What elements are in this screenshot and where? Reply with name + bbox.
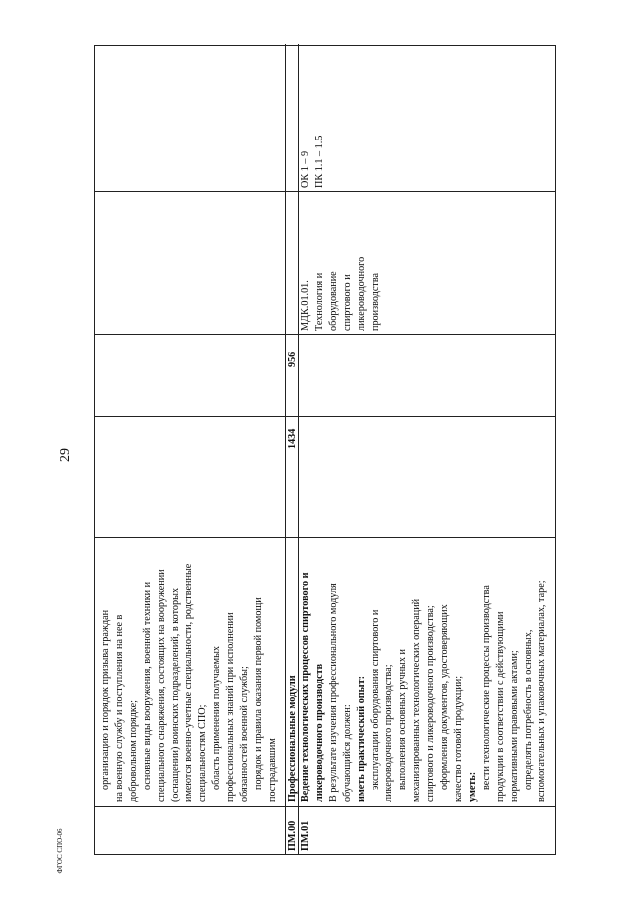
text-line: выполнения основных ручных и — [397, 649, 409, 790]
text-line: добровольном порядке; — [127, 700, 139, 802]
pm01-course — [299, 195, 382, 331]
text-line: оформления документов, удостоверяющих — [439, 604, 451, 790]
text-line: специальностям СПО; — [197, 704, 209, 802]
pm00-title: Профессиональные модули — [287, 675, 298, 802]
text-line: нормативными правовыми актами; — [508, 650, 520, 802]
text-line: обучающийся должен: — [341, 704, 353, 802]
text-line: вспомогательных и упаковочных материалах, таре; — [536, 580, 548, 802]
text-line: ПК 1.1 – 1.5 — [313, 135, 325, 188]
continuation-description — [99, 540, 280, 802]
text-line: обязанностей военной службы; — [239, 666, 251, 802]
column-divider — [95, 416, 555, 417]
pm01-description — [299, 540, 549, 802]
text-line: МДК.01.01. — [300, 280, 311, 331]
text-line: продукции в соответствии с действующими — [494, 611, 506, 802]
text-line: качество готовой продукции; — [452, 675, 464, 802]
pm01-code: ПМ.01 — [300, 820, 311, 851]
text-line: ОК 1 – 9 — [300, 150, 311, 188]
column-divider — [95, 537, 555, 538]
page-number: 29 — [58, 448, 73, 462]
text-line: спиртового и — [341, 274, 353, 331]
text-line: эксплуатации оборудования спиртового и — [369, 609, 381, 790]
text-line: организацию и порядок призыва граждан — [100, 609, 111, 790]
text-line: основные виды вооружения, военной техники и — [141, 581, 153, 790]
text-line: пострадавшим — [266, 738, 278, 802]
footer-code: ФГОС СПО-06 — [56, 828, 64, 874]
text-line: спиртового и ликероводочного производства; — [425, 605, 437, 802]
text-line: В результате изучения профессионального модуля — [327, 583, 339, 802]
section-label: иметь практический опыт: — [355, 675, 367, 802]
text-line: определять потребность в основных, — [522, 629, 534, 790]
text-line: область применения получаемых — [211, 645, 223, 790]
text-line: имеются военно-учетные специальности, родственные — [183, 563, 195, 802]
pm00-max-load: 1434 — [287, 428, 298, 449]
column-divider — [95, 191, 555, 192]
text-line: Технология и — [313, 272, 325, 331]
pm01-title: Ведение технологических процессов спиртового и — [300, 572, 311, 802]
text-line: на военную службу и поступления на нее в — [113, 614, 125, 802]
text-line: вести технологические процессы производства — [480, 585, 492, 790]
pm00-mandatory: 956 — [287, 351, 298, 367]
pm01-competencies — [299, 48, 327, 188]
section-label: уметь: — [466, 771, 478, 802]
text-line: механизированных технологических операций — [411, 598, 423, 802]
text-line: специального снаряжения, состоящих на вооружении — [155, 569, 167, 802]
text-line: ликероводочного производства; — [383, 664, 395, 802]
rotated-table — [94, 45, 556, 855]
pm00-code: ПМ.00 — [287, 820, 298, 851]
curriculum-table — [94, 45, 556, 855]
text-line: профессиональных знаний при исполнении — [225, 612, 237, 802]
column-divider — [95, 806, 555, 807]
text-line: ликероводочного — [355, 256, 367, 331]
text-line: оборудование — [327, 271, 339, 331]
pm01-title: ликероводочного производств — [313, 663, 325, 802]
text-line: производства — [369, 272, 381, 331]
text-line: (оснащении) воинских подразделений, в которых — [169, 587, 181, 802]
column-divider — [95, 334, 555, 335]
text-line: порядок и правила оказания первой помощи — [252, 597, 264, 790]
